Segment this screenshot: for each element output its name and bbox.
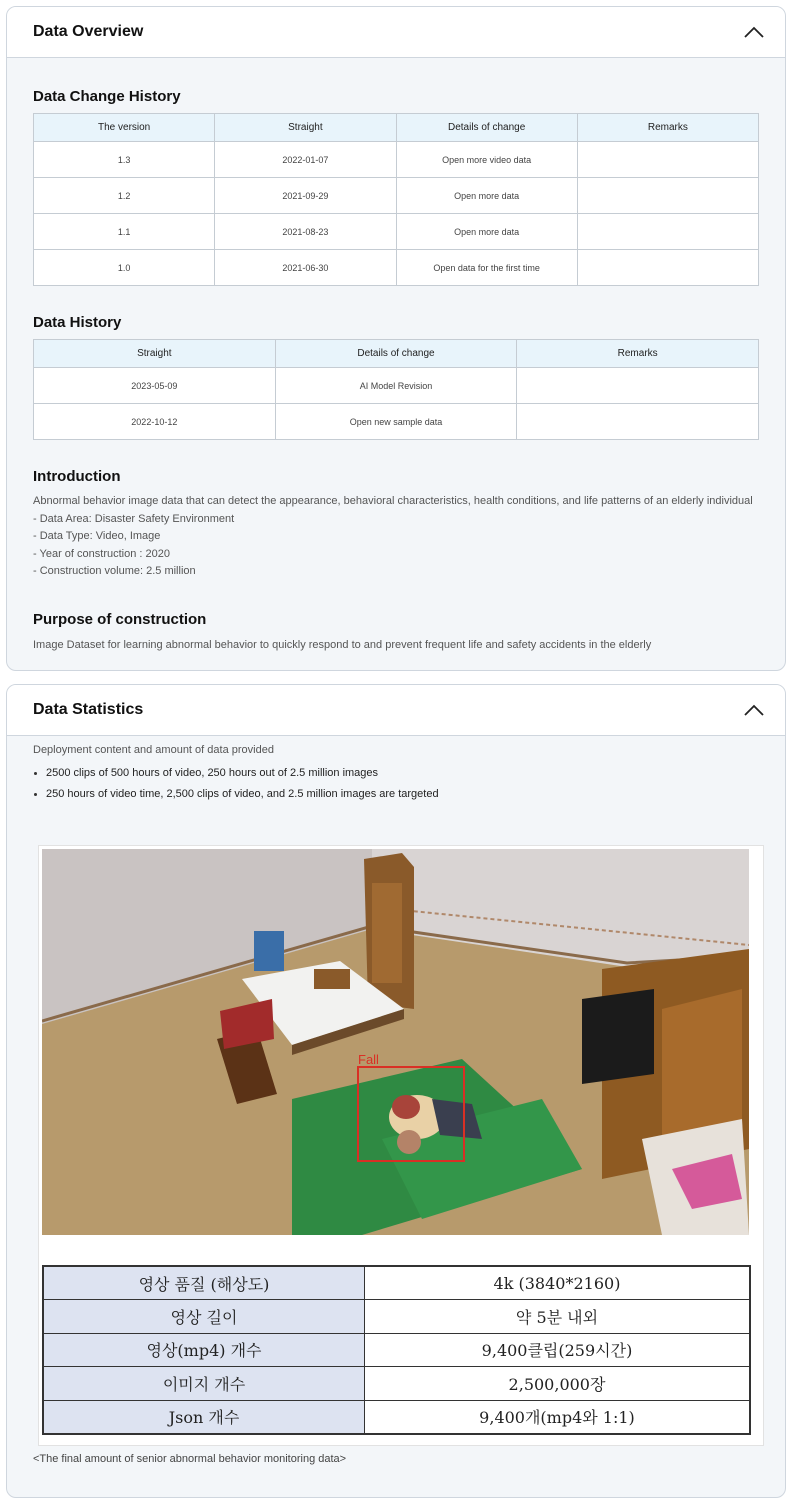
table-cell: 이미지 개수 [43, 1367, 365, 1400]
table-cell: 1.2 [34, 178, 215, 214]
table-cell: 영상 품질 (해상도) [43, 1266, 365, 1300]
data-statistics-header[interactable] [7, 685, 785, 736]
table-header-row [34, 340, 759, 368]
column-header: The version [34, 114, 215, 142]
table-row [43, 1400, 750, 1434]
table-row [43, 1333, 750, 1366]
table-cell: 2022-01-07 [215, 142, 396, 178]
data-history-heading: Data History [33, 314, 122, 331]
data-statistics-panel [6, 684, 786, 1498]
figure-caption: <The final amount of senior abnormal behavior monitoring data> [33, 1453, 347, 1465]
table-cell: Open more video data [396, 142, 577, 178]
table-cell: 1.3 [34, 142, 215, 178]
introduction-line: - Construction volume: 2.5 million [33, 565, 196, 577]
data-history-table [33, 339, 759, 440]
table-cell [517, 404, 759, 440]
amount-table [42, 1265, 751, 1435]
collapse-overview-button[interactable] [742, 20, 766, 44]
table-cell: 2021-09-29 [215, 178, 396, 214]
list-item: 250 hours of video time, 2,500 clips of video, and 2.5 million images are targeted [33, 784, 759, 805]
column-header: Straight [34, 340, 276, 368]
statistics-bullet-list [33, 763, 759, 805]
table-cell: 9,400개(mp4와 1:1) [365, 1400, 751, 1434]
statistics-subtitle: Deployment content and amount of data provided [33, 744, 274, 756]
table-cell: AI Model Revision [275, 368, 517, 404]
table-cell: 2022-10-12 [34, 404, 276, 440]
column-header: Details of change [275, 340, 517, 368]
table-row [34, 142, 759, 178]
table-cell [577, 178, 758, 214]
introduction-line: - Data Type: Video, Image [33, 530, 161, 542]
monitoring-photo [42, 849, 749, 1235]
table-cell: 약 5분 내외 [365, 1300, 751, 1333]
table-row [34, 178, 759, 214]
introduction-line: - Year of construction : 2020 [33, 547, 170, 560]
purpose-heading: Purpose of construction [33, 610, 207, 628]
column-header: Remarks [517, 340, 759, 368]
table-header-row [34, 114, 759, 142]
table-row [34, 214, 759, 250]
table-row [43, 1367, 750, 1400]
introduction-line: - Data Area: Disaster Safety Environment [33, 512, 235, 525]
table-cell [577, 214, 758, 250]
table-cell [577, 142, 758, 178]
data-overview-title: Data Overview [33, 23, 144, 40]
table-cell: Open data for the first time [396, 250, 577, 286]
table-cell: 2023-05-09 [34, 368, 276, 404]
table-cell: 1.1 [34, 214, 215, 250]
introduction-line: Abnormal behavior image data that can detect the appearance, behavioral characteristics, health conditions, and life patterns of an elderly individual [33, 495, 753, 507]
change-history-heading: Data Change History [33, 88, 181, 105]
table-cell: 영상(mp4) 개수 [43, 1333, 365, 1366]
table-cell: 9,400클립(259시간) [365, 1333, 751, 1366]
introduction-heading: Introduction [33, 468, 121, 485]
column-header: Straight [215, 114, 396, 142]
table-cell: Open more data [396, 214, 577, 250]
table-row [34, 368, 759, 404]
table-row [43, 1300, 750, 1333]
table-cell: 1.0 [34, 250, 215, 286]
table-cell: 영상 길이 [43, 1300, 365, 1333]
data-overview-panel [6, 6, 786, 671]
chevron-up-icon [744, 704, 764, 716]
table-row [34, 404, 759, 440]
table-row [34, 250, 759, 286]
introduction-text [33, 493, 759, 581]
column-header: Details of change [396, 114, 577, 142]
table-cell: Open new sample data [275, 404, 517, 440]
table-cell: Open more data [396, 178, 577, 214]
detection-label: Fall [358, 1052, 379, 1067]
chevron-up-icon [744, 26, 764, 38]
data-overview-header[interactable] [7, 7, 785, 58]
column-header: Remarks [577, 114, 758, 142]
data-statistics-title: Data Statistics [33, 701, 144, 718]
table-cell: 2021-08-23 [215, 214, 396, 250]
table-cell: 4k (3840*2160) [365, 1266, 751, 1300]
table-cell: Json 개수 [43, 1400, 365, 1434]
collapse-statistics-button[interactable] [742, 698, 766, 722]
table-cell [577, 250, 758, 286]
table-row [43, 1266, 750, 1300]
purpose-text: Image Dataset for learning abnormal behavior to quickly respond to and prevent frequent life and safety accidents in the elderly [33, 638, 652, 651]
statistics-figure [38, 845, 764, 1446]
room-scene-image [42, 849, 749, 1235]
change-history-table [33, 113, 759, 286]
list-item: 2500 clips of 500 hours of video, 250 hours out of 2.5 million images [33, 763, 759, 784]
table-cell: 2021-06-30 [215, 250, 396, 286]
table-cell [517, 368, 759, 404]
table-cell: 2,500,000장 [365, 1367, 751, 1400]
